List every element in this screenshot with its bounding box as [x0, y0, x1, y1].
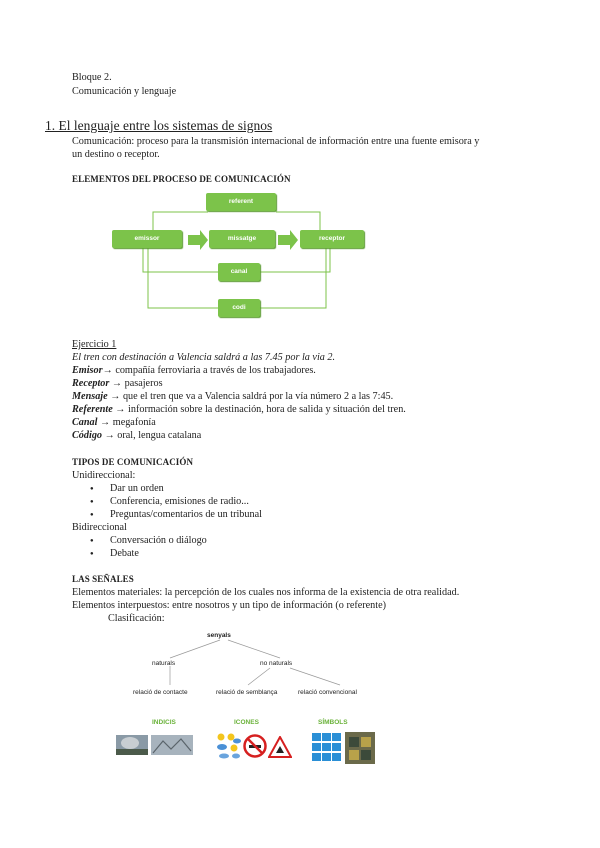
list-item: ● Conferencia, emisiones de radio...: [110, 495, 249, 508]
line-emissor-canal: [143, 248, 218, 272]
exercise-item: [72, 403, 406, 416]
section-title: 1. El lenguaje entre los sistemas de signos: [45, 118, 273, 133]
exercise-item: [72, 429, 201, 442]
exercise-item-text: compañía ferroviaria a través de los trabajadores.: [112, 365, 316, 376]
building-photo: [345, 732, 375, 764]
definition-line-1: Comunicación: proceso para la transmisión internacional de información entre una fuente emisora y: [72, 136, 480, 147]
tree-naturals: naturals: [152, 660, 176, 667]
line-receptor-canal: [260, 248, 330, 272]
classification-tree-lines: [120, 630, 400, 720]
list-item: ● Conversación o diálogo: [110, 534, 207, 547]
signals-interposed: Elementos interpuestos: entre nosotros y un tipo de información (o referente): [72, 600, 387, 611]
warning-sign-icon: [268, 736, 292, 758]
list-item: ● Preguntas/comentarios de un tribunal: [110, 508, 262, 521]
exercise-title: Ejercicio 1: [72, 339, 117, 350]
exercise-sentence: El tren con destinación a Valencia saldrá a las 7.45 por la via 2.: [72, 352, 336, 363]
smoke-photo: [116, 735, 148, 755]
arrow-glyph: →: [102, 430, 118, 441]
exercise-item-label: Emisor: [72, 365, 103, 376]
exercise-item: [72, 377, 163, 390]
canal-box: canal: [218, 263, 260, 281]
arrow-glyph: →: [109, 378, 125, 389]
icones-label: ICONES: [234, 719, 259, 726]
signals-materials: Elementos materiales: la percepción de los cuales nos informa de la existencia de otra realidad.: [72, 587, 460, 598]
tree-semblanca: relació de semblança: [216, 689, 278, 696]
emissor-box: emissor: [112, 230, 182, 248]
unidirectional-label: Unidireccional:: [72, 470, 136, 481]
arrow-glyph: →: [107, 391, 123, 402]
arrow-glyph: →: [97, 417, 113, 428]
exercise-item: [72, 364, 316, 377]
exercise-item-label: Canal: [72, 417, 98, 428]
simbols-label: SÍMBOLS: [318, 719, 348, 726]
exercise-item-label: Código: [72, 430, 103, 441]
tree-root: senyals: [207, 632, 231, 639]
exercise-item-text: pasajeros: [124, 378, 163, 389]
arrow-missatge-receptor: [278, 230, 298, 250]
receptor-box: receptor: [300, 230, 364, 248]
list-item: ● Dar un orden: [110, 482, 164, 495]
arrow-emissor-missatge: [188, 230, 208, 250]
missatge-box: missatge: [209, 230, 275, 248]
exercise-item: [72, 390, 393, 403]
tracks-photo: [151, 735, 193, 755]
tree-contacte: relació de contacte: [133, 689, 188, 696]
exercise-item-text: información sobre la destinación, hora de salida y situación del tren.: [128, 404, 406, 415]
exercise-item-text: oral, lengua catalana: [117, 430, 202, 441]
exercise-item-label: Mensaje: [72, 391, 108, 402]
block-label: Bloque 2.: [72, 72, 112, 83]
list-item: ● Debate: [110, 547, 139, 560]
exercise-item: [72, 416, 156, 429]
classification-label: Clasificación:: [108, 613, 165, 624]
line-emissor-codi: [148, 248, 218, 308]
bidirectional-label: Bidireccional: [72, 522, 127, 533]
line-receptor-codi: [260, 248, 326, 308]
codi-box: codi: [218, 299, 260, 317]
exercise-item-label: Receptor: [72, 378, 110, 389]
arrow-glyph: →: [102, 365, 113, 376]
signals-heading: LAS SEÑALES: [72, 574, 134, 584]
exercise-item-text: megafonía: [112, 417, 156, 428]
weather-icons: [216, 732, 242, 760]
elements-heading: ELEMENTOS DEL PROCESO DE COMUNICACIÓN: [72, 174, 291, 184]
types-heading: TIPOS DE COMUNICACIÓN: [72, 457, 194, 467]
exercise-item-label: Referente: [72, 404, 113, 415]
definition-line-2: un destino o receptor.: [72, 149, 160, 160]
topic-label: Comunicación y lenguaje: [72, 86, 177, 97]
no-smoking-icon: [243, 734, 267, 758]
indicis-label: INDICIS: [152, 719, 176, 726]
symbols-grid-icon: [311, 732, 343, 762]
exercise-item-text: que el tren que va a Valencia saldrá por la vía número 2 a las 7:45.: [122, 391, 394, 402]
arrow-glyph: →: [112, 404, 129, 415]
tree-convencional: relació convencional: [298, 689, 357, 696]
tree-no-naturals: no naturals: [260, 660, 293, 667]
referent-box: referent: [206, 193, 276, 211]
